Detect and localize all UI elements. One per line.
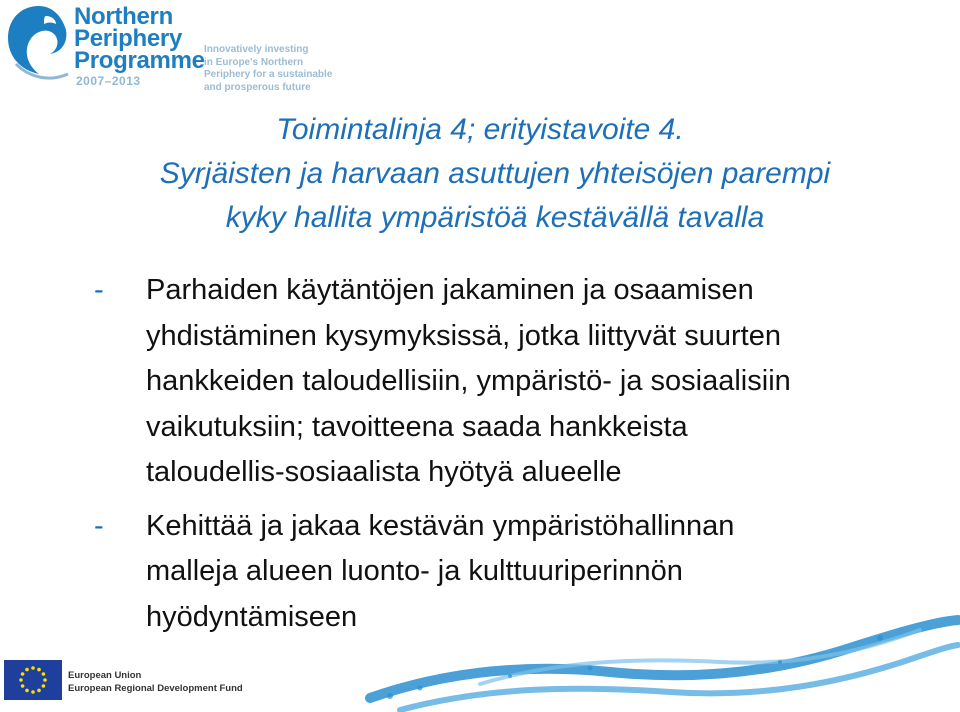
logo-name-line: Periphery: [74, 25, 183, 52]
bullet-line: hankkeiden taloudellisiin, ympäristö- ja sosiaalisiin: [146, 365, 791, 397]
title-line: kyky hallita ympäristöä kestävällä tavalla: [225, 201, 765, 234]
eu-label-line: European Union: [68, 670, 142, 681]
bullet-text: [146, 268, 914, 496]
bullet-dash: -: [94, 274, 104, 306]
bullet-list: [94, 268, 914, 640]
bullet-line: hyödyntämiseen: [146, 600, 358, 633]
tagline-line: and prosperous future: [204, 81, 311, 93]
logo-wordmark: [74, 3, 205, 74]
bullet-item: [94, 268, 914, 496]
logo-years: 2007–2013: [76, 74, 141, 88]
title-line: Syrjäisten ja harvaan asuttujen yhteisöjen parempi: [159, 157, 831, 190]
logo-name-line: Programme: [74, 47, 205, 74]
eu-fund-label: [68, 669, 243, 695]
bullet-line: vaikutuksiin; tavoitteena saada hankkeista: [146, 410, 688, 443]
logo-tagline: [204, 44, 344, 94]
tagline-line: Innovatively investing: [204, 44, 309, 55]
title-line: Toimintalinja 4; erityistavoite 4.: [276, 113, 684, 146]
bird-logo-icon: [6, 4, 72, 84]
bullet-line: Parhaiden käytäntöjen jakaminen ja osaamisen: [146, 274, 754, 306]
bullet-line: yhdistäminen kysymyksissä, jotka liittyvät suurten: [146, 319, 781, 352]
bullet-dash: -: [94, 509, 104, 542]
tagline-line: Periphery for a sustainable: [204, 69, 333, 80]
eu-label-line: European Regional Development Fund: [68, 683, 243, 694]
bullet-line: malleja alueen luonto- ja kulttuuriperinnön: [146, 555, 683, 587]
slide-title: [0, 108, 960, 240]
wave-decoration-icon: [360, 600, 960, 712]
logo-name-line: Northern: [74, 3, 173, 30]
tagline-line: in Europe's Northern: [204, 56, 304, 68]
bullet-line: taloudellis-sosiaalista hyötyä alueelle: [146, 456, 622, 488]
bullet-line: Kehittää ja jakaa kestävän ympäristöhallinnan: [146, 509, 735, 542]
programme-logo: [6, 3, 336, 93]
eu-flag-icon: [4, 660, 62, 700]
